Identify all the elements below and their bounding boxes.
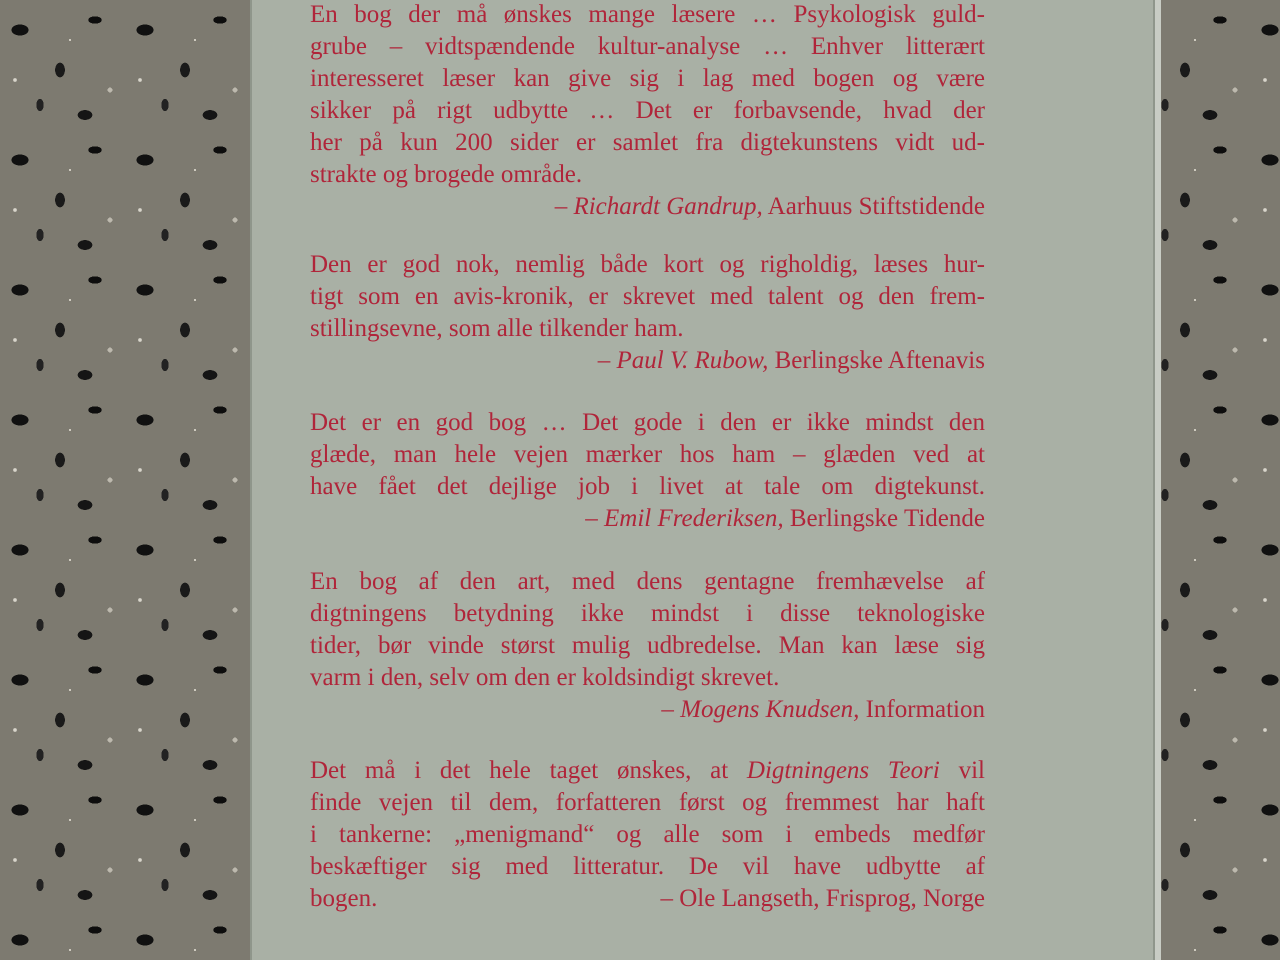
quote-source: Aarhuus Stiftstidende bbox=[762, 193, 985, 220]
review-quote-1 bbox=[310, 0, 985, 223]
quote-author: – Richardt Gandrup, bbox=[554, 193, 763, 220]
quote-text: Det må i det hele taget ønskes, at bbox=[310, 757, 747, 784]
quote-line: tider, bør vinde størst mulig udbredelse. Man kan læse sig bbox=[310, 632, 985, 659]
book-title: Digtningens Teori bbox=[746, 757, 940, 784]
quote-text: vil bbox=[939, 757, 985, 784]
quote-line: bogen. bbox=[310, 885, 378, 912]
quote-source: Berlingske Tidende bbox=[783, 505, 985, 532]
quote-line: En bog af den art, med dens gentagne fremhævelse af bbox=[310, 568, 985, 595]
quote-source: Information bbox=[859, 696, 985, 723]
quote-line: Den er god nok, nemlig både kort og righoldig, læses hur- bbox=[310, 251, 985, 278]
review-quote-5 bbox=[310, 755, 985, 915]
quote-line: Det er en god bog … Det gode i den er ikke mindst den bbox=[310, 409, 985, 436]
review-quote-2 bbox=[310, 249, 985, 377]
quote-attribution bbox=[661, 883, 986, 915]
quote-line: her på kun 200 sider er samlet fra digtekunstens vidt ud- bbox=[310, 129, 985, 156]
review-quote-3 bbox=[310, 407, 985, 535]
quote-line: strakte og brogede område. bbox=[310, 161, 583, 188]
quote-author: – Emil Frederiksen, bbox=[585, 505, 784, 532]
quote-line: En bog der må ønskes mange læsere … Psykologisk guld- bbox=[310, 1, 985, 28]
quote-last-row bbox=[310, 883, 985, 915]
quote-author: – Paul V. Rubow, bbox=[597, 347, 769, 374]
quote-line: stillingsevne, som alle tilkender ham. bbox=[310, 315, 684, 342]
quote-line: varm i den, selv om den er koldsindigt skrevet. bbox=[310, 664, 780, 691]
review-quote-4 bbox=[310, 566, 985, 726]
quote-line: digtningens betydning ikke mindst i disse teknologiske bbox=[310, 600, 985, 627]
quote-line: have fået det dejlige job i livet at tale om digtekunst. bbox=[310, 473, 985, 500]
quote-line: sikker på rigt udbytte … Det er forbavsende, hvad der bbox=[310, 97, 985, 124]
quote-attribution bbox=[310, 694, 985, 726]
quote-line: grube – vidtspændende kultur-analyse … Enhver litterært bbox=[310, 33, 985, 60]
quote-attribution bbox=[310, 503, 985, 535]
quote-attribution bbox=[310, 191, 985, 223]
quote-author: – Ole Langseth, bbox=[660, 885, 820, 912]
quote-line bbox=[310, 755, 985, 787]
quote-line: i tankerne: „menigmand“ og alle som i embeds medfør bbox=[310, 821, 985, 848]
quote-source: Frisprog, Norge bbox=[819, 885, 985, 912]
quote-line: glæde, man hele vejen mærker hos ham – glæden ved at bbox=[310, 441, 985, 468]
quote-line: tigt som en avis-kronik, er skrevet med talent og den frem- bbox=[310, 283, 985, 310]
quote-line: finde vejen til dem, forfatteren først og fremmest har haft bbox=[310, 789, 985, 816]
quote-line: beskæftiger sig med litteratur. De vil have udbytte af bbox=[310, 853, 985, 880]
quote-source: Berlingske Aftenavis bbox=[768, 347, 985, 374]
quote-attribution bbox=[310, 345, 985, 377]
quote-line: interesseret læser kan give sig i lag med bogen og være bbox=[310, 65, 985, 92]
quote-author: – Mogens Knudsen, bbox=[661, 696, 860, 723]
